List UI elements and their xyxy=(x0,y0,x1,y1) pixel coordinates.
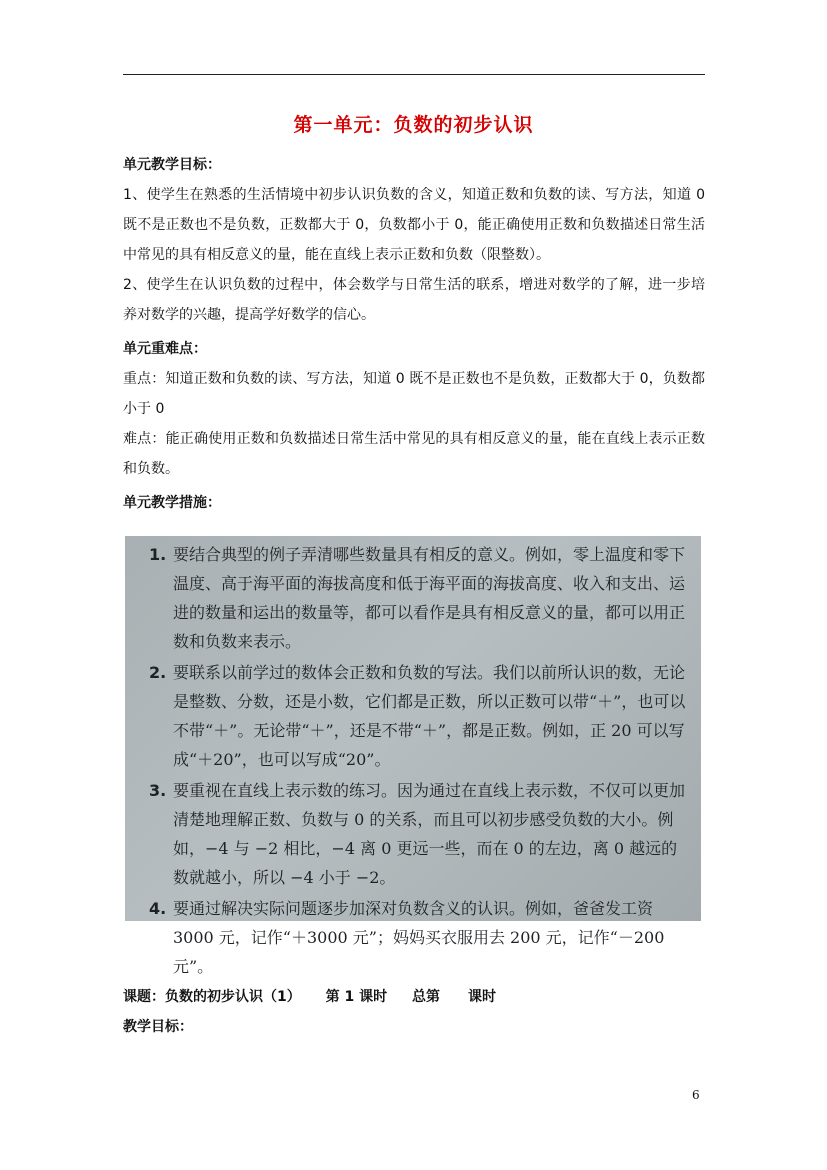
header-rule xyxy=(123,74,705,75)
goal-1: 1、使学生在熟悉的生活情境中初步认识负数的含义，知道正数和负数的读、写方法，知道 0 既不是正数也不是负数，正数都大于 0，负数都小于 0，能正确使用正数和负数描述日常生活中常见的具有相反意义的量，能在直线上表示正数和负数（限整数）。 xyxy=(123,187,705,263)
difficulty-heading: 单元重难点： xyxy=(123,341,207,357)
photo-item xyxy=(149,658,687,774)
page-number: 6 xyxy=(692,1088,700,1102)
hard-point: 难点：能正确使用正数和负数描述日常生活中常见的具有相反意义的量，能在直线上表示正数和负数。 xyxy=(123,431,705,477)
goals-heading: 单元教学目标： xyxy=(123,157,221,173)
photo-item xyxy=(149,540,687,656)
page-title: 第一单元：负数的初步认识 xyxy=(293,114,534,136)
item-number: 3. xyxy=(149,781,167,800)
objective-heading: 教学目标： xyxy=(123,1019,193,1035)
key-point: 重点：知道正数和负数的读、写方法，知道 0 既不是正数也不是负数，正数都大于 0，负数都小于 0 xyxy=(123,371,705,417)
item-text: 要联系以前学过的数体会正数和负数的写法。我们以前所认识的数，无论是整数、分数，还是小数，它们都是正数，所以正数可以带“＋”，也可以不带“＋”。无论带“＋”，还是不带“＋”，都是正数。例如，正 20 可以写成“＋20”，也可以写成“20”。 xyxy=(173,663,686,769)
lesson-topic: 课题：负数的初步认识（1） xyxy=(123,989,301,1005)
item-number: 4. xyxy=(149,899,167,918)
unit-text xyxy=(123,150,705,518)
lesson-total: 总第 课时 xyxy=(412,989,496,1005)
item-text: 要通过解决实际问题逐步加深对负数含义的认识。例如，爸爸发工资 3000 元，记作“＋3000 元”；妈妈买衣服用去 200 元，记作“－200 元”。 xyxy=(173,899,665,976)
item-text: 要重视在直线上表示数的练习。因为通过在直线上表示数，不仅可以更加清楚地理解正数、负数与 0 的关系，而且可以初步感受负数的大小。例如，−4 与 −2 相比，−4 离 0 更远一些，而在 0 的左边，离 0 越远的数就越小，所以 −4 小于 −2。 xyxy=(173,781,686,887)
item-number: 1. xyxy=(149,545,167,564)
item-number: 2. xyxy=(149,663,167,682)
photo-item xyxy=(149,776,687,892)
lesson-line xyxy=(123,986,516,1006)
lesson-period: 第 1 课时 xyxy=(325,989,388,1005)
measures-heading: 单元教学措施： xyxy=(123,495,221,511)
photo-item xyxy=(149,894,687,981)
item-text: 要结合典型的例子弄清哪些数量具有相反的意义。例如，零上温度和零下温度、高于海平面的海拔高度和低于海平面的海拔高度、收入和支出、运进的数量和运出的数量等，都可以看作是具有相反意义的量，都可以用正数和负数来表示。 xyxy=(173,545,686,651)
textbook-photo xyxy=(125,536,701,976)
goal-2: 2、使学生在认识负数的过程中，体会数学与日常生活的联系，增进对数学的了解，进一步培养对数学的兴趣，提高学好数学的信心。 xyxy=(123,277,705,323)
